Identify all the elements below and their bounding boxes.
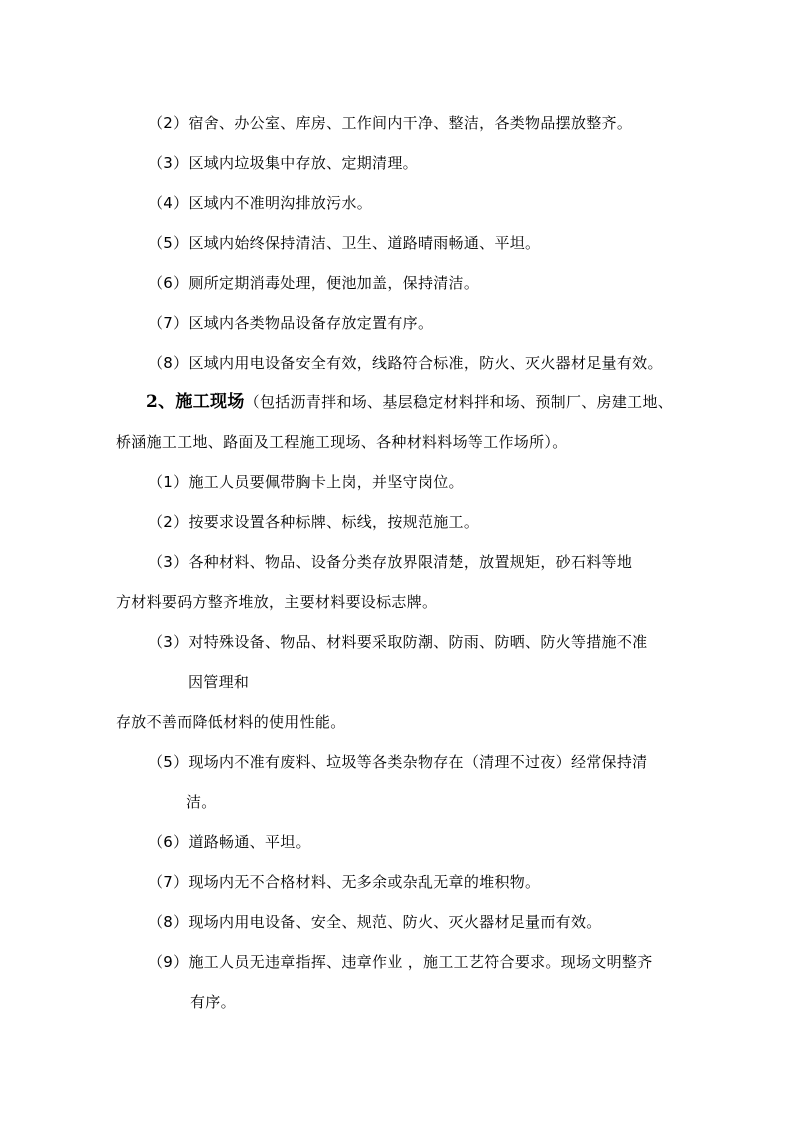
list-item-continued: 存放不善而降低材料的使用性能。 xyxy=(116,713,346,731)
list-item: （6）厕所定期消毒处理，便池加盖，保持清洁。 xyxy=(148,274,480,292)
list-item: （1）施工人员要佩带胸卡上岗，并坚守岗位。 xyxy=(148,473,464,491)
list-item: （5）现场内不准有废料、垃圾等各类杂物存在（清理不过夜）经常保持清 xyxy=(148,753,648,771)
list-item-continued: 有序。 xyxy=(190,993,236,1011)
section-description-continued: 桥涵施工工地、路面及工程施工现场、各种材料料场等工作场所）。 xyxy=(116,433,568,451)
list-item-continued: 因管理和 xyxy=(188,673,250,691)
list-item: （3）区域内垃圾集中存放、定期清理。 xyxy=(148,154,418,172)
list-item: （7）现场内无不合格材料、无多余或杂乱无章的堆积物。 xyxy=(148,873,541,891)
list-item: （7）区域内各类物品设备存放定置有序。 xyxy=(148,314,434,332)
list-item: （5）区域内始终保持清洁、卫生、道路晴雨畅通、平坦。 xyxy=(148,234,541,252)
list-item: （2）按要求设置各种标牌、标线，按规范施工。 xyxy=(148,513,480,531)
list-item: （9）施工人员无违章指挥、违章作业 ，施工工艺符合要求。现场文明整齐 xyxy=(148,953,653,971)
list-item: （6）道路畅通、平坦。 xyxy=(148,833,311,851)
section-title: 2、施工现场 xyxy=(146,392,245,412)
list-item: （8）区域内用电设备安全有效，线路符合标准，防火、灭火器材足量有效。 xyxy=(148,354,663,372)
list-item: （3）各种材料、物品、设备分类存放界限清楚，放置规矩，砂石料等地 xyxy=(148,553,633,571)
list-item: （3）对特殊设备、物品、材料要采取防潮、防雨、防晒、防火等措施不准 xyxy=(148,633,648,651)
list-item: （4）区域内不准明沟排放污水。 xyxy=(148,194,373,212)
list-item-continued: 洁。 xyxy=(186,793,217,811)
section-description: （包括沥青拌和场、基层稳定材料拌和场、预制厂、房建工地、 xyxy=(244,393,674,411)
list-item: （2）宿舍、办公室、库房、工作间内干净、整洁，各类物品摆放整齐。 xyxy=(148,114,633,132)
section-heading-line xyxy=(146,392,673,412)
list-item-continued: 方材料要码方整齐堆放，主要材料要设标志牌。 xyxy=(116,593,438,611)
list-item: （8）现场内用电设备、安全、规范、防火、灭火器材足量而有效。 xyxy=(148,913,602,931)
